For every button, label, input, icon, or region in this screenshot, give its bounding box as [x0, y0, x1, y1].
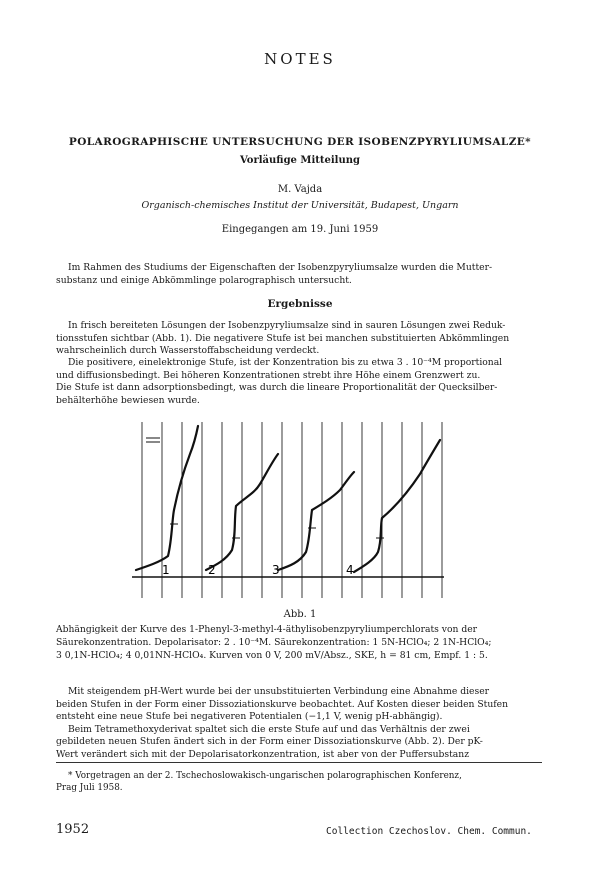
figure-caption-title: Abb. 1 — [283, 609, 317, 620]
results-heading: Ergebnisse — [267, 298, 333, 310]
results-paragraph-2 — [56, 357, 542, 407]
footnote-line: * Vorgetragen an der 2. Tschechoslowakisch-ungarischen polarographischen Konferenz, — [68, 771, 462, 781]
polarogram-curve-1 — [136, 426, 198, 570]
polarogram-figure — [128, 420, 458, 605]
results-paragraph-1 — [56, 320, 542, 358]
text-line: entsteht eine neue Stufe bei negativeren Potentialen (−1,1 V, wenig pH-abhängig). — [56, 711, 443, 723]
section-header: NOTES — [264, 50, 336, 68]
curve-label-3: 3 — [272, 563, 280, 577]
text-line: In frisch bereiteten Lösungen der Isobenzpyryliumsalze sind in sauren Lösungen zwei Reduk- — [68, 320, 506, 331]
discussion-paragraph — [56, 686, 542, 762]
vertical-gridlines — [142, 422, 442, 598]
polarogram-curve-4 — [354, 440, 440, 572]
caption-line: Säurekonzentration. Depolarisator: 2 . 10⁻⁴M. Säurekonzentration: 1 5N-HClO₄; 2 1N-HClO₄; — [56, 636, 492, 648]
received-date: Eingegangen am 19. Juni 1959 — [221, 224, 379, 235]
caption-line: 3 0,1N-HClO₄; 4 0,01NN-HClO₄. Kurven von 0 V, 200 mV/Absz., SKE, h = 81 cm, Empf. 1 : 5. — [56, 649, 488, 661]
text-line: Die Stufe ist dann adsorptionsbedingt, was durch die lineare Proportionalität der Quecksilber- — [56, 382, 498, 394]
footnote — [56, 770, 542, 795]
article-subtitle: Vorläufige Mitteilung — [239, 155, 361, 166]
text-line: tionsstufen sichtbar (Abb. 1). Die negativere Stufe ist bei manchen substituierten Abkömmlingen — [56, 332, 510, 344]
curve-label-2: 2 — [208, 563, 216, 577]
text-line: substanz und einige Abkömmlinge polarographisch untersucht. — [56, 274, 352, 286]
caption-line: Abhängigkeit der Kurve des 1-Phenyl-3-methyl-4-äthylisobenzpyryliumperchlorats von der — [56, 624, 478, 635]
text-line: Die positivere, einelektronige Stufe, ist der Konzentration bis zu etwa 3 . 10⁻⁴M proportional — [68, 357, 503, 368]
text-line: Im Rahmen des Studiums der Eigenschaften der Isobenzpyryliumsalze wurden die Mutter- — [68, 262, 493, 273]
text-line: und diffusionsbedingt. Bei höheren Konzentrationen strebt ihre Höhe einem Grenzwert zu. — [56, 369, 481, 381]
text-line: gebildeten neuen Stufen ändert sich in der Form einer Dissoziationskurve (Abb. 2). Der pK- — [56, 736, 483, 748]
author-name: M. Vajda — [277, 184, 323, 195]
footnote-line: Prag Juli 1958. — [56, 783, 123, 794]
curve-label-4: 4 — [346, 563, 354, 577]
article-title: POLAROGRAPHISCHE UNTERSUCHUNG DER ISOBENZPYRYLIUMSALZE* — [68, 136, 532, 148]
footnote-divider — [56, 762, 542, 763]
text-line: Wert verändert sich mit der Depolarisatorkonzentration, ist aber von der Puffersubstanz — [56, 748, 470, 760]
polarogram-curve-3 — [278, 472, 354, 570]
text-line: wahrscheinlich durch Wasserstoffabscheidung verdeckt. — [56, 345, 320, 357]
author-affiliation: Organisch-chemisches Institut der Universität, Budapest, Ungarn — [141, 200, 459, 211]
intro-paragraph — [56, 262, 542, 287]
text-line: beiden Stufen in der Form einer Dissoziationskurve beobachtet. Auf Kosten dieser beiden Stufen — [56, 698, 509, 710]
text-line: Beim Tetramethoxyderivat spaltet sich die erste Stufe auf und das Verhältnis der zwei — [68, 723, 470, 735]
journal-name: Collection Czechoslov. Chem. Commun. — [326, 826, 532, 837]
text-line: behälterhöhe bewiesen wurde. — [56, 394, 200, 406]
page-number: 1952 — [56, 822, 90, 837]
figure-caption — [56, 624, 542, 662]
curve-label-1: 1 — [162, 563, 170, 577]
text-line: Mit steigendem pH-Wert wurde bei der unsubstituierten Verbindung eine Abnahme dieser — [68, 686, 490, 697]
